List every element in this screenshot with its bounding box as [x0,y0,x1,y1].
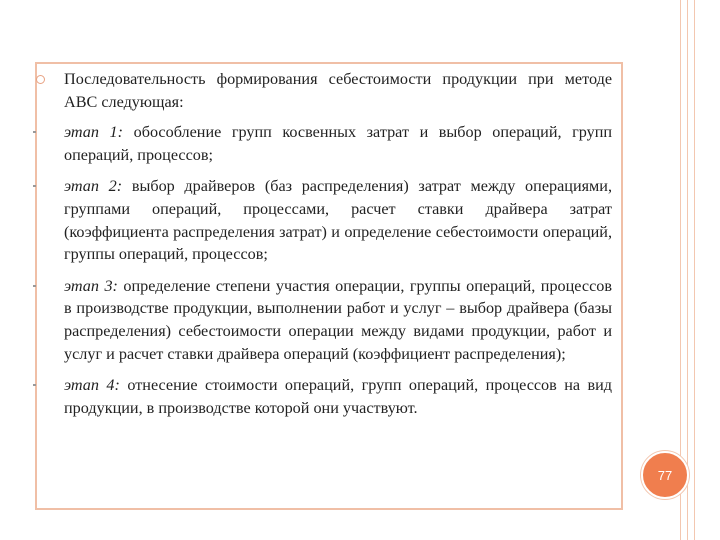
circle-bullet-icon [36,75,45,84]
stage-text: отнесение стоимости операций, групп операций, процессов на вид продукции, в производстве которой они участвуют. [64,376,613,417]
stage-text: выбор драйверов (баз распределения) затрат между операциями, группами операций, процессами, расчет ставки драйвера затрат (коэффициента распределения затрат) и определение себестоимости операций, группы операций, процессов; [64,177,613,264]
intro-paragraph [64,68,612,113]
dash-bullet-icon [33,185,36,187]
dash-bullet-icon [33,384,36,386]
intro-text: Последовательность формирования себестоимости продукции при методе АВС следующая: [64,70,612,111]
decorative-vertical-line-3 [694,0,695,540]
stage-text: обособление групп косвенных затрат и выбор операций, групп операций, процессов; [64,123,613,164]
stage-label: этап 1: [64,123,124,142]
page-number-badge: 77 [641,451,689,499]
stage-label: этап 2: [64,177,123,196]
dash-bullet-icon [33,285,36,287]
decorative-vertical-line-2 [687,0,688,540]
list-item-stage-4 [64,374,612,419]
list-item-stage-2 [64,175,612,265]
stage-text: определение степени участия операции, группы операций, процессов в производстве продукции, выполнении работ и услуг – выбор драйвера (базы распределения) себестоимости операции между видами продукции, работ и услуг и расчет ставки драйвера операций (коэффициент распределения); [64,276,613,363]
slide-content [64,68,612,428]
stage-label: этап 4: [64,376,120,395]
stage-label: этап 3: [64,276,118,295]
list-item-stage-1 [64,121,612,166]
dash-bullet-icon [33,131,36,133]
list-item-stage-3 [64,275,612,365]
